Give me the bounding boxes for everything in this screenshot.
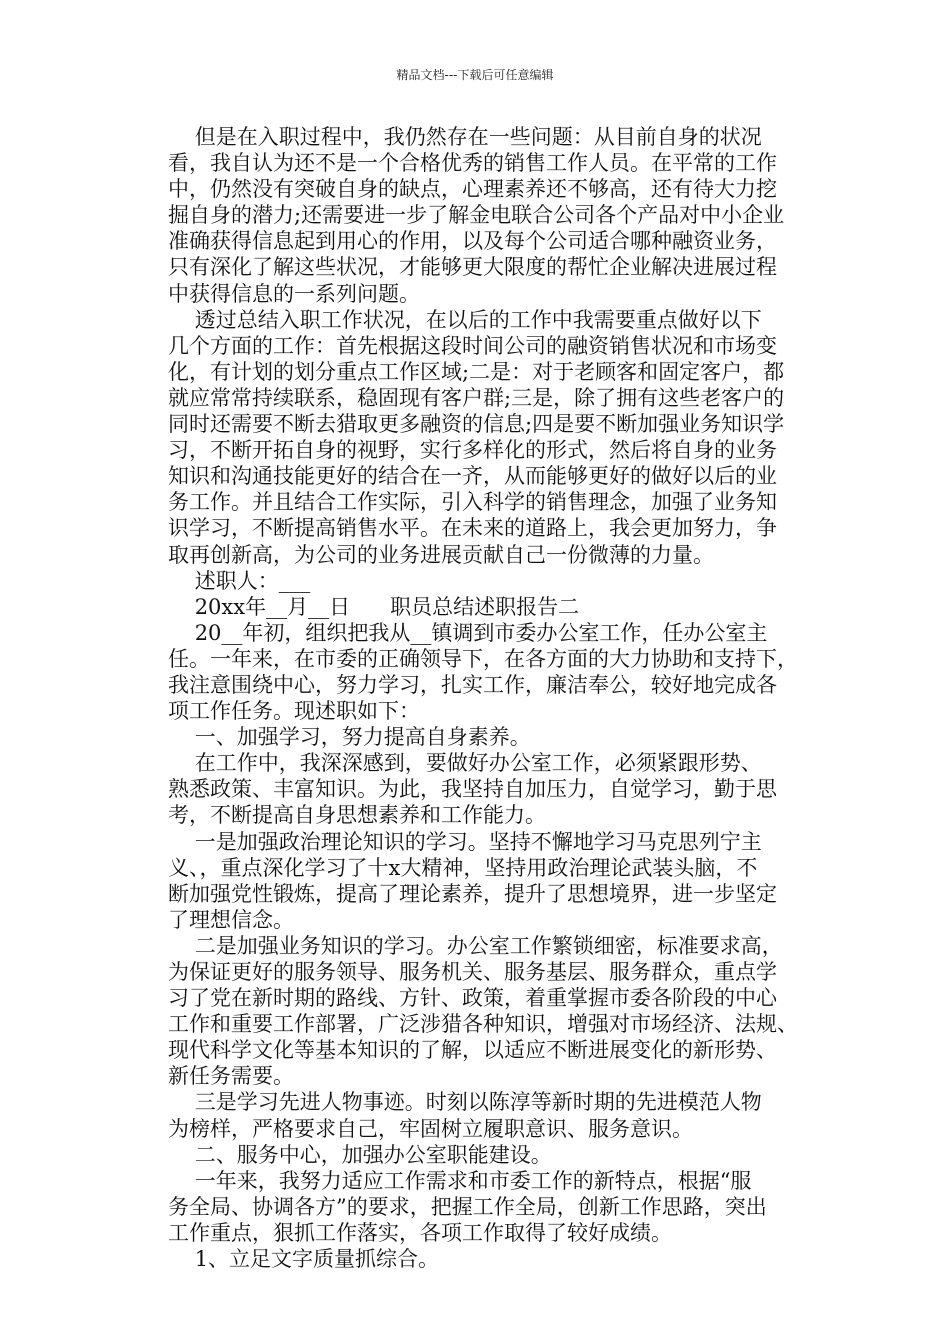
text-line: 为榜样，严格要求自己，牢固树立履职意识、服务意识。 xyxy=(168,1116,693,1141)
text-line: 准确获得信息起到用心的作用，以及每个公司适合哪种融资业务， xyxy=(168,229,777,254)
text-line: 透过总结入职工作状况，在以后的工作中我需要重点做好以下 xyxy=(168,307,762,332)
text-line: 我注意围绕中心，努力学习，扎实工作，廉洁奉公，较好地完成各 xyxy=(168,672,777,697)
text-line: 工作和重要工作部署，广泛涉猎各种知识，增强对市场经济、法规、 xyxy=(168,1012,798,1037)
text-line: 二是加强业务知识的学习。办公室工作繁锁细密，标准要求高， xyxy=(168,933,783,958)
text-line: 断加强党性锻炼，提高了理论素养，提升了思想境界，进一步坚定 xyxy=(168,881,777,906)
text-line: 一、加强学习，努力提高自身素养。 xyxy=(168,725,531,750)
text-line: 习，不断开拓自身的视野，实行多样化的形式，然后将自身的业务 xyxy=(168,438,777,463)
text-line: 二、服务中心，加强办公室职能建设。 xyxy=(168,1142,552,1167)
text-line: 项工作任务。现述职如下： xyxy=(168,699,420,724)
text-line: 考，不断提高自身思想素养和工作能力。 xyxy=(168,803,546,828)
text-line: 只有深化了解这些状况，才能够更大限度的帮忙企业解决进展过程 xyxy=(168,255,777,280)
text-line: 取再创新高，为公司的业务进展贡献自己一份微薄的力量。 xyxy=(168,542,714,567)
text-line: 在工作中，我深深感到，要做好办公室工作，必须紧跟形势、 xyxy=(168,751,762,776)
text-line: 但是在入职过程中，我仍然存在一些问题：从目前自身的状况 xyxy=(168,125,762,149)
text-line: 几个方面的工作：首先根据这段时间公司的融资销售状况和市场变 xyxy=(168,333,777,358)
text-line: 化，有计划的划分重点工作区域;二是：对于老顾客和固定客户，都 xyxy=(168,359,785,384)
text-line: 一年来，我努力适应工作需求和市委工作的新特点，根据“服 xyxy=(168,1168,752,1193)
text-line: 任。一年来，在市委的正确领导下，在各方面的大力协助和支持下， xyxy=(168,646,798,671)
text-line: 三是学习先进人物事迹。时刻以陈淳等新时期的先进模范人物 xyxy=(168,1090,762,1115)
text-line: 工作重点，狠抓工作落实，各项工作取得了较好成绩。 xyxy=(168,1220,672,1245)
text-line: 中获得信息的一系列问题。 xyxy=(168,281,420,306)
text-line: 知识和沟通技能更好的结合在一齐，从而能够更好的做好以后的业 xyxy=(168,464,777,489)
text-line: 中，仍然没有突破自身的缺点，心理素养还不够高，还有待大力挖 xyxy=(168,177,777,202)
text-line: 务工作。并且结合工作实际，引入科学的销售理念，加强了业务知 xyxy=(168,490,777,515)
text-line: 1、立足文字质量抓综合。 xyxy=(168,1247,440,1272)
text-line: 掘自身的潜力;还需要进一步了解金电联合公司各个产品对中小企业 xyxy=(168,203,785,228)
text-line: 同时还需要不断去猎取更多融资的信息;四是要不断加强业务知识学 xyxy=(168,412,785,437)
text-line: 一是加强政治理论知识的学习。坚持不懈地学习马克思列宁主 xyxy=(168,829,762,854)
text-line: 义、，重点深化学习了十x大精神，坚持用政治理论武装头脑，不 xyxy=(168,855,758,880)
text-line: 习了党在新时期的路线、方针、政策，着重掌握市委各阶段的中心 xyxy=(168,986,777,1011)
document-body xyxy=(168,124,828,1272)
text-line: 务全局、协调各方”的要求，把握工作全局，创新工作思路，突出 xyxy=(168,1194,767,1219)
page-header: 精品文档---下载后可任意编辑 xyxy=(396,68,554,82)
text-line: 新任务需要。 xyxy=(168,1064,294,1089)
text-line: 20xx年__月__日 职员总结述职报告二 xyxy=(168,594,580,619)
text-line: 为保证更好的服务领导、服务机关、服务基层、服务群众，重点学 xyxy=(168,960,777,984)
text-line: 述职人：___ xyxy=(168,568,311,593)
text-line: 现代科学文化等基本知识的了解，以适应不断进展变化的新形势、 xyxy=(168,1038,777,1063)
text-line: 熟悉政策、丰富知识。为此，我坚持自加压力，自觉学习，勤于思 xyxy=(168,777,777,802)
text-line: 就应常常持续联系，稳固现有客户群;三是，除了拥有这些老客户的 xyxy=(168,385,785,410)
text-line: 20__年初，组织把我从__镇调到市委办公室工作，任办公室主 xyxy=(168,620,768,645)
text-line: 了理想信念。 xyxy=(168,907,294,932)
text-line: 识学习，不断提高销售水平。在未来的道路上，我会更加努力，争 xyxy=(168,516,777,541)
text-line: 看，我自认为还不是一个合格优秀的销售工作人员。在平常的工作 xyxy=(168,151,777,176)
